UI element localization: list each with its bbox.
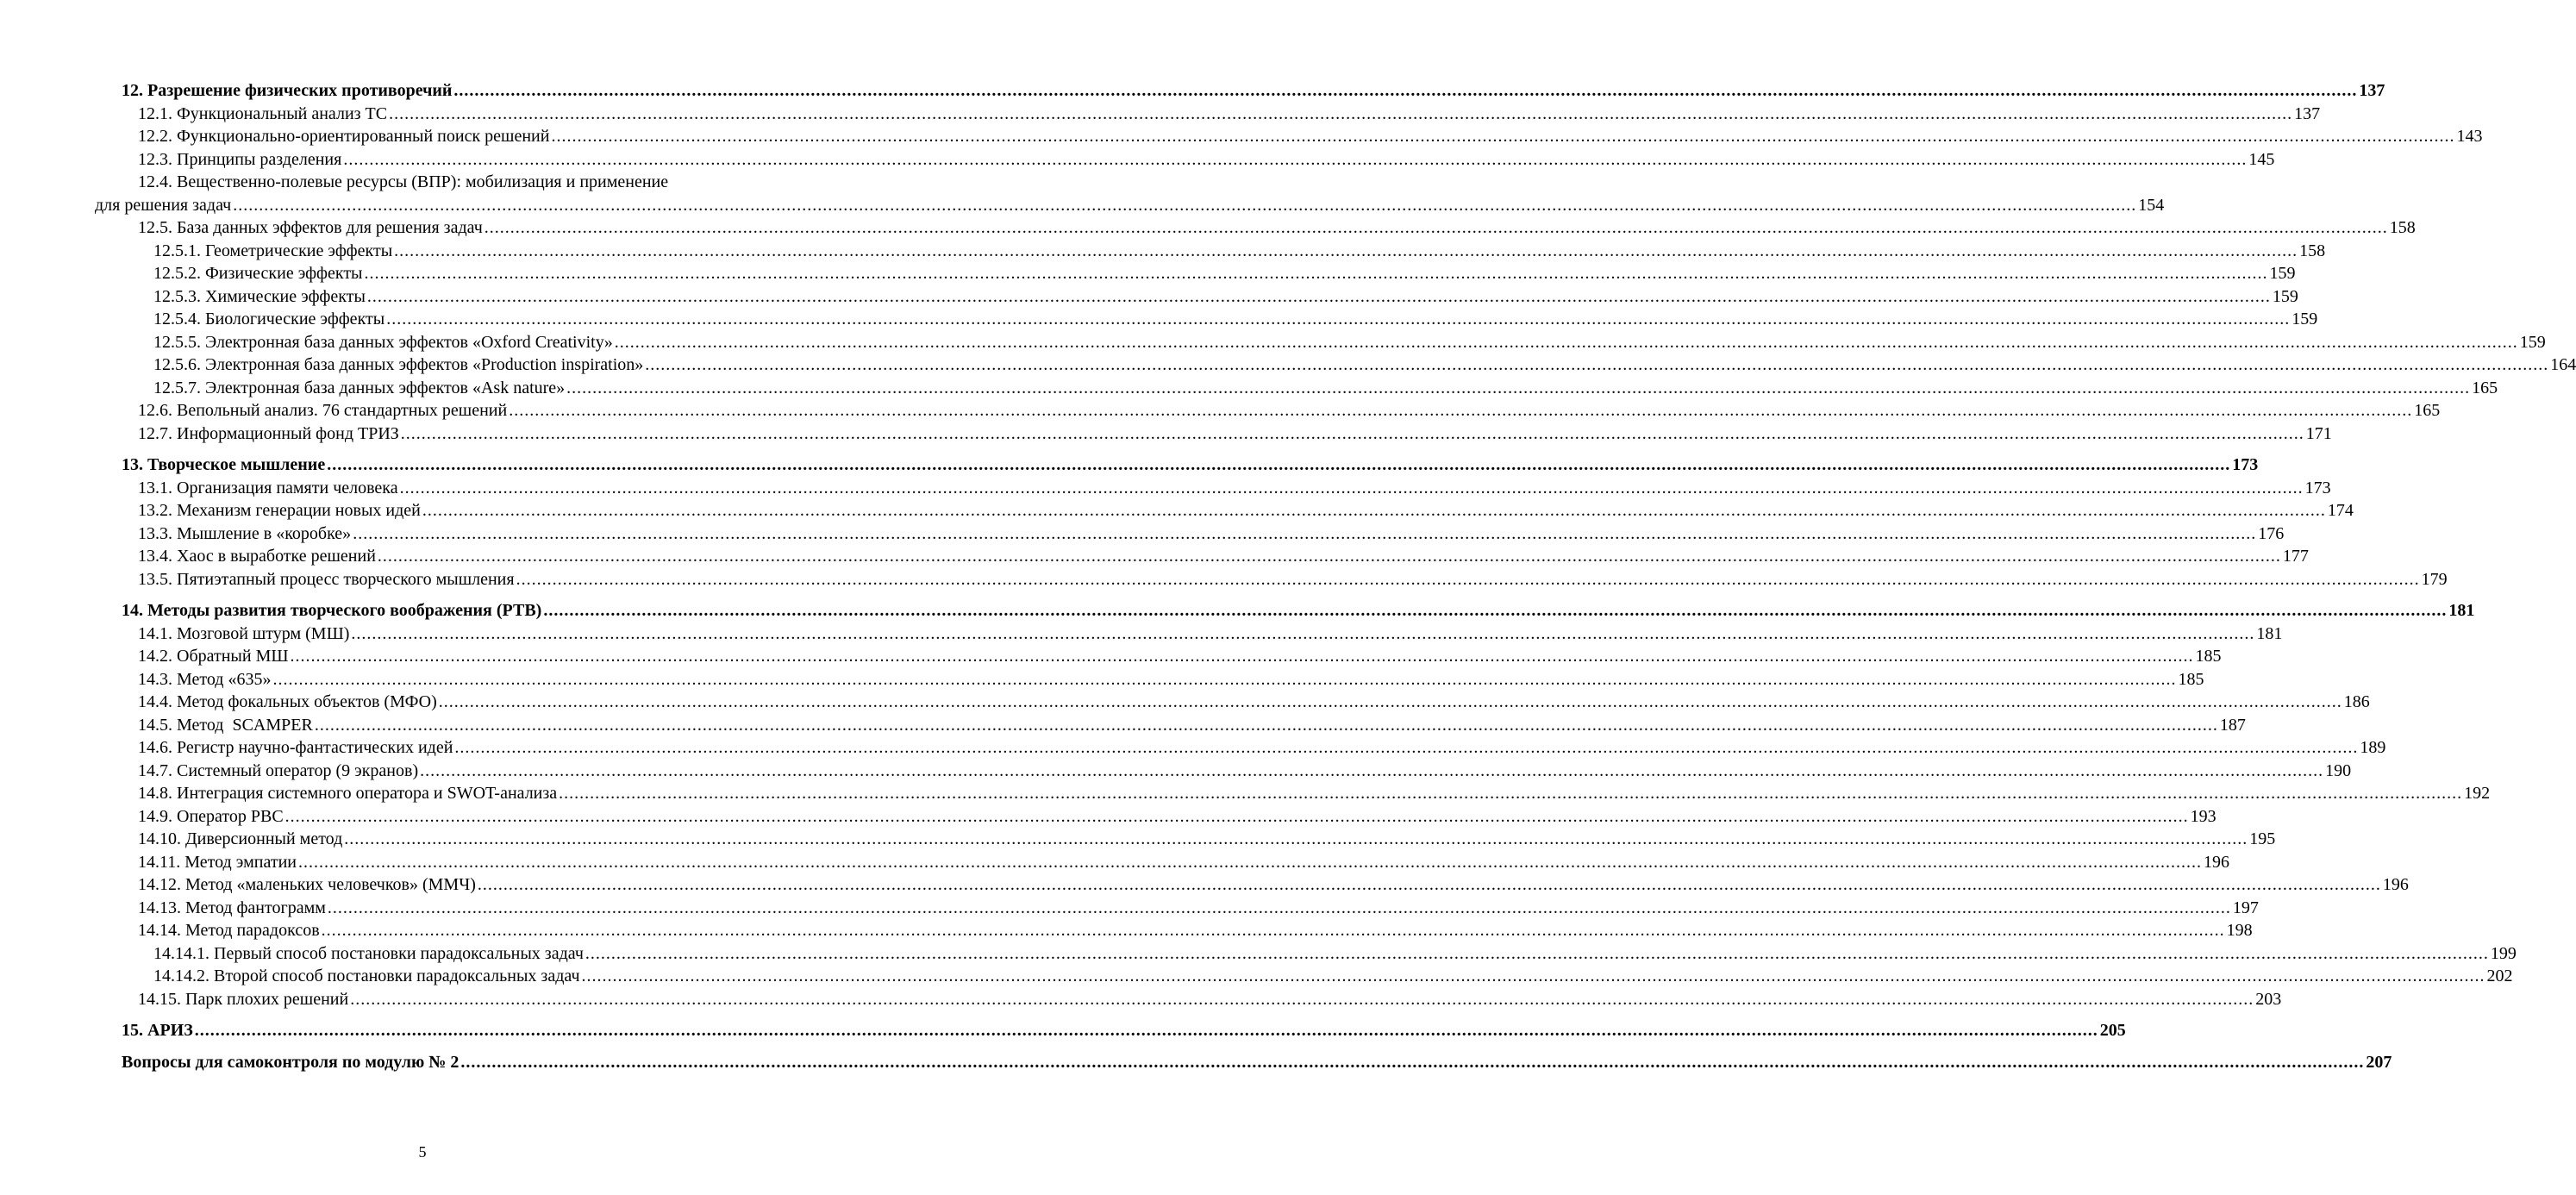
dot-leader: [559, 782, 2462, 805]
toc-page: 158: [2389, 218, 2416, 237]
toc-entry-12-3[interactable]: [138, 148, 2275, 172]
dot-leader: [509, 399, 2412, 422]
dot-leader: [566, 377, 2470, 400]
toc-page: 165: [2414, 401, 2441, 420]
toc-entry-14-9[interactable]: [138, 805, 2216, 829]
dot-leader: [389, 103, 2292, 126]
toc-title: 14.11. Метод эмпатии: [138, 852, 297, 872]
toc-entry-12-4-line1[interactable]: 12.4. Вещественно-полевые ресурсы (ВПР): мобилизация и применение: [138, 172, 669, 191]
toc-title: 14.7. Системный оператор (9 экранов): [138, 760, 419, 780]
toc-title: 12.3. Принципы разделения: [138, 149, 342, 169]
toc-title: 12.2. Функционально-ориентированный поиск решений: [138, 127, 550, 146]
toc-entry-12-5-2[interactable]: [153, 262, 2296, 285]
toc-entry-13-5[interactable]: [138, 568, 2448, 591]
toc-title: 12.5.3. Химические эффекты: [153, 286, 366, 306]
toc-page: 154: [2138, 195, 2165, 215]
toc-page: 164: [2550, 355, 2576, 374]
toc-entry-12-7[interactable]: [138, 422, 2332, 446]
toc-page: 181: [2448, 601, 2475, 620]
toc-section-13[interactable]: [122, 454, 2259, 477]
toc-title: 12.5.4. Биологические эффекты: [153, 310, 385, 328]
toc-title: 12. Разрешение физических противоречий: [122, 81, 453, 100]
toc-page: 145: [2248, 149, 2275, 169]
toc-entry-12-5-6[interactable]: [153, 353, 2576, 377]
toc-title: 12.7. Информационный фонд ТРИЗ: [138, 423, 399, 443]
toc-page: 181: [2256, 623, 2283, 643]
dot-leader: [516, 568, 2420, 591]
toc-page: 185: [2195, 647, 2222, 666]
dot-leader: [350, 988, 2254, 1011]
toc-title: 14.10. Диверсионный метод: [138, 829, 343, 848]
toc-title: 14.2. Обратный МШ: [138, 647, 289, 666]
dot-leader: [543, 599, 2447, 623]
toc-title: 15. АРИЗ: [122, 1021, 193, 1040]
dot-leader: [420, 760, 2323, 783]
toc-page: 199: [2490, 943, 2517, 963]
toc-title: 13.1. Организация памяти человека: [138, 478, 398, 497]
page-number: 5: [418, 1143, 427, 1161]
toc-title: 14.8. Интеграция системного оператора и SWOT-анализа: [138, 784, 558, 803]
toc-page: 177: [2282, 547, 2309, 566]
toc-title: 12.5.7. Электронная база данных эффектов «Ask nature»: [153, 378, 566, 397]
toc-entry-13-1[interactable]: [138, 477, 2331, 500]
dot-leader: [315, 714, 2218, 737]
dot-leader: [585, 942, 2489, 966]
toc-entry-14-4[interactable]: [138, 691, 2370, 714]
toc-title: 14.14.2. Второй способ постановки парадоксальных задач: [153, 967, 580, 985]
toc-page: 205: [2099, 1021, 2126, 1040]
toc-entry-12-2[interactable]: [138, 125, 2483, 148]
toc-entry-12-5-4[interactable]: [153, 308, 2318, 331]
dot-leader: [460, 1051, 2364, 1074]
toc-title: 14.14. Метод парадоксов: [138, 921, 320, 940]
toc-title: 12.5.1. Геометрические эффекты: [153, 241, 393, 260]
toc-page: 159: [2292, 310, 2318, 328]
toc-title: 13. Творческое мышление: [122, 455, 326, 474]
toc-page: 173: [2304, 478, 2331, 497]
dot-leader: [272, 668, 2176, 691]
toc-entry-12-6[interactable]: [138, 399, 2441, 422]
dot-leader: [367, 285, 2271, 309]
toc-page: 179: [2421, 569, 2448, 589]
dot-leader: [344, 828, 2248, 851]
toc-entry-12-5-7[interactable]: [153, 377, 2498, 400]
dot-leader: [378, 545, 2281, 568]
toc-entry-14-14[interactable]: [138, 919, 2253, 942]
toc-title: 14.15. Парк плохих решений: [138, 989, 349, 1009]
dot-leader: [343, 148, 2247, 172]
toc-title: 14. Методы развития творческого воображения (РТВ): [122, 601, 542, 620]
toc-entry-13-4[interactable]: [138, 545, 2309, 568]
toc-entry-14-13[interactable]: [138, 897, 2259, 920]
toc-page: 137: [2294, 103, 2321, 123]
toc-title: 14.14.1. Первый способ постановки парадоксальных задач: [153, 943, 584, 963]
toc-page: 192: [2464, 784, 2491, 803]
toc-title: 14.13. Метод фантограмм: [138, 898, 326, 917]
toc-page: 189: [2360, 738, 2386, 757]
toc-title: 14.6. Регистр научно-фантастических идей: [138, 738, 453, 757]
toc-title: 14.12. Метод «маленьких человечков» (ММЧ): [138, 875, 476, 894]
toc-entry-13-3[interactable]: [138, 522, 2285, 546]
toc-entry-14-14-1[interactable]: [153, 942, 2517, 966]
dot-leader: [386, 308, 2290, 331]
toc-page: 185: [2178, 669, 2204, 689]
dot-leader: [551, 125, 2454, 148]
dot-leader: [327, 454, 2230, 477]
dot-leader: [454, 736, 2358, 760]
toc-entry-14-10[interactable]: [138, 828, 2276, 851]
toc-entry-14-3[interactable]: [138, 668, 2204, 691]
toc-entry-14-15[interactable]: [138, 988, 2282, 1011]
toc-entry-14-6[interactable]: [138, 736, 2386, 760]
toc-page: 137: [2359, 81, 2385, 100]
toc-entry-12-5-5[interactable]: [153, 331, 2546, 354]
toc-section-12[interactable]: [122, 79, 2385, 103]
toc-title: 12.1. Функциональный анализ ТС: [138, 103, 388, 123]
dot-leader: [353, 522, 2256, 546]
dot-leader: [322, 919, 2225, 942]
toc-title: 14.9. Оператор РВС: [138, 806, 284, 826]
toc-entry-14-8[interactable]: [138, 782, 2491, 805]
dot-leader: [401, 422, 2304, 446]
toc-page: 190: [2325, 760, 2352, 780]
dot-leader: [478, 873, 2381, 897]
toc-page: 171: [2305, 423, 2332, 443]
toc-title: 13.5. Пятиэтапный процесс творческого мышления: [138, 569, 515, 589]
toc-page: 207: [2366, 1052, 2392, 1072]
dot-leader: [582, 965, 2485, 988]
dot-leader: [615, 331, 2518, 354]
toc-page: 186: [2343, 692, 2370, 711]
toc-title: 12.5.5. Электронная база данных эффектов «Oxford Creativity»: [153, 332, 613, 352]
dot-leader: [400, 477, 2304, 500]
table-of-contents: [0, 79, 2576, 1073]
toc-page: 173: [2232, 455, 2259, 474]
toc-title: 14.3. Метод «635»: [138, 669, 272, 689]
dot-leader: [365, 262, 2268, 285]
toc-title: 13.2. Механизм генерации новых идей: [138, 501, 421, 520]
toc-page: 143: [2456, 127, 2483, 146]
dot-leader: [422, 499, 2326, 522]
toc-title: 13.3. Мышление в «коробке»: [138, 523, 352, 543]
toc-page: 187: [2219, 715, 2246, 735]
dot-leader: [298, 851, 2202, 874]
toc-page: 176: [2258, 523, 2285, 543]
toc-title: 13.4. Хаос в выработке решений: [138, 547, 376, 566]
toc-page: 202: [2486, 967, 2513, 985]
dot-leader: [195, 1019, 2098, 1042]
toc-title: 14.1. Мозговой штурм (МШ): [138, 623, 350, 643]
dot-leader: [233, 194, 2136, 217]
toc-page: 198: [2226, 921, 2253, 940]
dot-leader: [285, 805, 2189, 829]
toc-title: 12.5. База данных эффектов для решения задач: [138, 218, 483, 237]
toc-entry-12-5[interactable]: [138, 216, 2416, 240]
toc-title: 14.5. Метод SCAMPER: [138, 715, 313, 735]
toc-title: 12.5.6. Электронная база данных эффектов «Production inspiration»: [153, 355, 644, 374]
toc-title: 12.6. Вепольный анализ. 76 стандартных решений: [138, 401, 508, 420]
toc-page: 197: [2232, 898, 2259, 917]
toc-page: 159: [2269, 264, 2296, 283]
toc-entry-14-14-2[interactable]: [153, 965, 2513, 988]
toc-entry-14-1[interactable]: [138, 623, 2283, 646]
toc-entry-13-2[interactable]: [138, 499, 2354, 522]
toc-page: 159: [2519, 332, 2546, 352]
toc-title: 14.4. Метод фокальных объектов (МФО): [138, 692, 437, 711]
toc-entry-12-4[interactable]: [95, 194, 2165, 217]
dot-leader: [453, 79, 2357, 103]
toc-title: для решения задач: [95, 195, 232, 215]
toc-entry-14-12[interactable]: [138, 873, 2409, 897]
dot-leader: [394, 240, 2298, 263]
toc-section-self-check[interactable]: [122, 1051, 2392, 1074]
dot-leader: [328, 897, 2231, 920]
dot-leader: [291, 645, 2194, 668]
toc-entry-14-7[interactable]: [138, 760, 2352, 783]
toc-entry-12-5-1[interactable]: [153, 240, 2326, 263]
dot-leader: [439, 691, 2342, 714]
toc-page: 195: [2249, 829, 2276, 848]
toc-page: 158: [2299, 241, 2326, 260]
toc-entry-12-5-3[interactable]: [153, 285, 2298, 309]
toc-title: 12.5.2. Физические эффекты: [153, 264, 363, 283]
toc-page: 159: [2272, 286, 2298, 306]
toc-title: Вопросы для самоконтроля по модулю № 2: [122, 1052, 460, 1072]
toc-page: 196: [2204, 852, 2230, 872]
toc-entry-12-1[interactable]: [138, 103, 2321, 126]
dot-leader: [351, 623, 2254, 646]
toc-section-14[interactable]: [122, 599, 2475, 623]
toc-entry-14-2[interactable]: [138, 645, 2222, 668]
dot-leader: [645, 353, 2548, 377]
toc-page: 203: [2255, 989, 2282, 1009]
toc-page: 196: [2382, 875, 2409, 894]
dot-leader: [485, 216, 2388, 240]
toc-entry-14-11[interactable]: [138, 851, 2230, 874]
toc-page: 193: [2190, 806, 2216, 826]
toc-page: 165: [2472, 378, 2498, 397]
toc-entry-14-5[interactable]: [138, 714, 2246, 737]
toc-page: 174: [2327, 501, 2354, 520]
toc-section-15[interactable]: [122, 1019, 2126, 1042]
